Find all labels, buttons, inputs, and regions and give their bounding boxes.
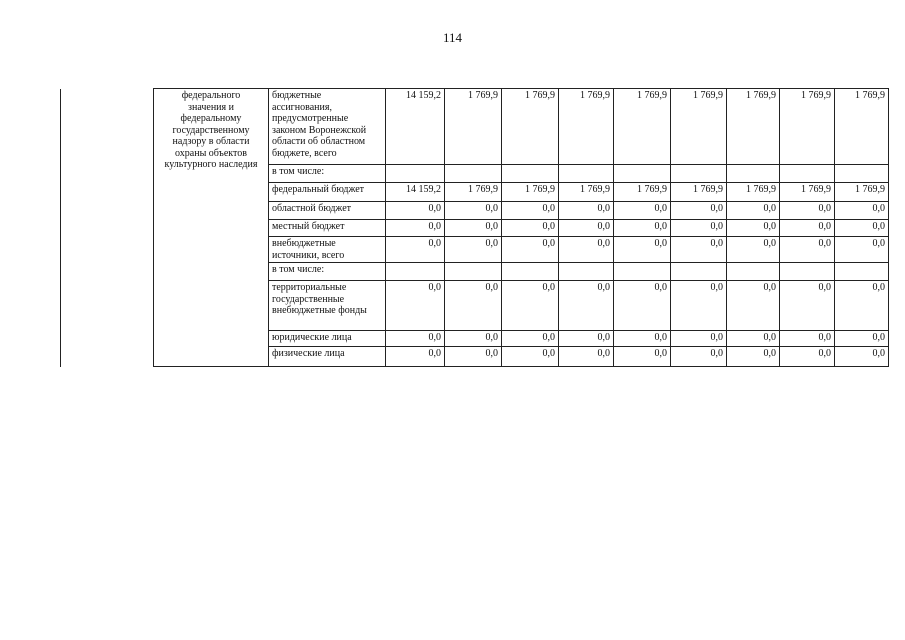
value-cell: 0,0 [445,220,502,237]
value-cell: 0,0 [835,331,889,347]
funding-source-cell: федеральный бюджет [269,183,386,202]
funding-source-cell: местный бюджет [269,220,386,237]
value-cell: 0,0 [614,281,671,331]
value-cell: 0,0 [671,202,727,220]
value-cell: 1 769,9 [445,183,502,202]
value-cell: 0,0 [445,281,502,331]
value-cell: 0,0 [614,220,671,237]
value-cell: 1 769,9 [727,89,780,165]
value-cell [727,263,780,281]
value-cell: 1 769,9 [780,89,835,165]
description-line: федеральному [180,113,242,124]
value-cell: 0,0 [559,331,614,347]
value-cell [559,263,614,281]
value-cell: 0,0 [835,281,889,331]
description-line: значения и [188,101,234,113]
page-number: 114 [442,30,463,45]
value-cell: 1 769,9 [780,183,835,202]
value-cell: 0,0 [671,237,727,263]
value-cell [386,263,445,281]
value-cell: 0,0 [671,331,727,347]
value-cell [835,165,889,183]
value-cell: 0,0 [727,347,780,367]
value-cell: 14 159,2 [386,183,445,202]
value-cell [835,263,889,281]
value-cell: 0,0 [445,237,502,263]
funding-source-cell: физические лица [269,347,386,367]
value-cell [671,165,727,183]
value-cell [780,263,835,281]
value-cell: 0,0 [727,220,780,237]
value-cell: 1 769,9 [559,183,614,202]
description-line: культурного наследия [164,159,258,170]
value-cell: 0,0 [386,281,445,331]
value-cell: 0,0 [727,237,780,263]
funding-source-cell: в том числе: [269,165,386,183]
value-cell [727,165,780,183]
value-cell: 0,0 [780,331,835,347]
budget-table [60,88,889,367]
value-cell [614,263,671,281]
value-cell: 0,0 [386,220,445,237]
value-cell: 0,0 [386,202,445,220]
blank-column-cell [61,89,154,367]
value-cell: 0,0 [835,220,889,237]
value-cell: 0,0 [386,237,445,263]
value-cell: 1 769,9 [671,89,727,165]
value-cell: 0,0 [614,202,671,220]
value-cell: 1 769,9 [727,183,780,202]
value-cell [559,165,614,183]
value-cell: 0,0 [671,347,727,367]
value-cell: 0,0 [727,202,780,220]
description-line: федерального [181,90,241,101]
value-cell: 0,0 [502,202,559,220]
value-cell: 1 769,9 [445,89,502,165]
description-line: охраны объектов [175,147,247,159]
measure-description-cell [154,89,269,367]
value-cell: 0,0 [502,220,559,237]
value-cell: 0,0 [835,347,889,367]
value-cell [502,263,559,281]
value-cell: 0,0 [559,237,614,263]
value-cell: 0,0 [780,347,835,367]
value-cell: 0,0 [445,202,502,220]
table-row [61,89,889,165]
value-cell: 1 769,9 [835,183,889,202]
funding-source-cell: в том числе: [269,263,386,281]
value-cell: 14 159,2 [386,89,445,165]
value-cell: 0,0 [502,331,559,347]
value-cell: 0,0 [780,220,835,237]
value-cell: 1 769,9 [614,183,671,202]
value-cell [614,165,671,183]
value-cell: 0,0 [502,347,559,367]
value-cell: 0,0 [780,237,835,263]
value-cell: 0,0 [386,347,445,367]
value-cell: 0,0 [502,237,559,263]
value-cell: 0,0 [671,281,727,331]
value-cell: 0,0 [835,202,889,220]
value-cell: 1 769,9 [559,89,614,165]
description-line: надзору в области [172,136,250,147]
value-cell: 1 769,9 [671,183,727,202]
funding-source-cell: бюджетные ассигнования, предусмотренные законом Воронежской области об областном бюджете, всего [269,89,386,165]
funding-source-cell: областной бюджет [269,202,386,220]
value-cell: 0,0 [780,202,835,220]
value-cell: 0,0 [727,281,780,331]
value-cell: 0,0 [780,281,835,331]
value-cell [671,263,727,281]
value-cell [386,165,445,183]
value-cell: 0,0 [445,347,502,367]
value-cell: 0,0 [559,202,614,220]
value-cell: 0,0 [559,281,614,331]
value-cell [445,263,502,281]
value-cell: 1 769,9 [502,89,559,165]
value-cell [502,165,559,183]
value-cell: 0,0 [835,237,889,263]
value-cell: 0,0 [614,331,671,347]
funding-source-cell: юридические лица [269,331,386,347]
description-line: государственному [172,124,250,136]
value-cell: 0,0 [386,331,445,347]
value-cell: 0,0 [559,347,614,367]
value-cell: 0,0 [559,220,614,237]
value-cell [445,165,502,183]
value-cell: 1 769,9 [614,89,671,165]
value-cell [780,165,835,183]
value-cell: 0,0 [445,331,502,347]
value-cell: 0,0 [671,220,727,237]
value-cell: 0,0 [727,331,780,347]
value-cell: 0,0 [614,347,671,367]
value-cell: 0,0 [614,237,671,263]
value-cell: 1 769,9 [835,89,889,165]
funding-source-cell: территориальные государственные внебюджетные фонды [269,281,386,331]
value-cell: 1 769,9 [502,183,559,202]
value-cell: 0,0 [502,281,559,331]
funding-source-cell: внебюджетные источники, всего [269,237,386,263]
